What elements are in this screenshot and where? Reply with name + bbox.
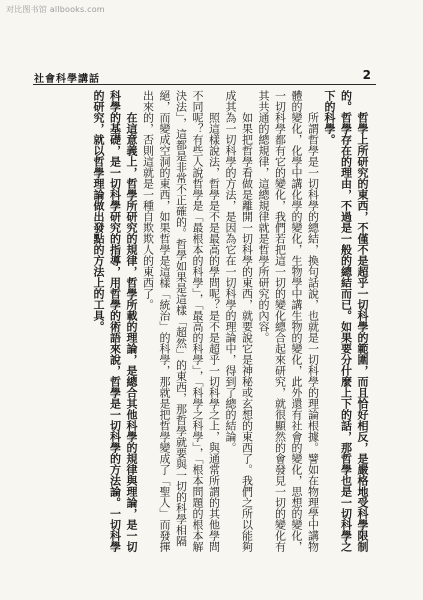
running-title: 社會科學講話: [34, 74, 100, 85]
body-text: [40, 90, 370, 560]
header-rule: [33, 84, 376, 85]
paragraph: 照這樣說法，哲學是不是最高的學問呢？是不是超乎一切科學之上，與通常所謂的其他學問不同呢？有些人說哲學是「最根本的科學」，「最高的科學」，「科學之科學」，「根本問題的根本解決法」，這都是非常不正確的。哲學如果是這樣「超然」的東西，那哲學就要與一切的科學相隔絕，而變成空洞的東西，如果哲學是這樣「統治」的科學，那就是把哲學變成了「聖人」而發揮出來的，否則這就是一種自欺欺人的東西了。: [141, 90, 221, 552]
paragraph: 所謂哲學是一切科學的總結，換句話說，也就是一切科學的理論根據。譬如在物理學中講物體的變化，化學中講化學的變化，生物學中講生物的變化，此外還有社會的變化，思想的變化，一切科學都有它的變化，我們若把這一切的變化總合起來研究，就很顯然的會發見一切的變化有其共通的總規律，這總規律就是哲學所研究的內容。: [257, 90, 320, 552]
paragraph: 在這意義上，哲學所研究的規律，哲學所載的理論，是總合其他科學的規律與理論，是一切科學的基礎，是一切科學研究的指導，用哲學的術語來說，哲學是一切科學的方法論。一切科學的研究，就以哲學理論做出發點的方法上的工具。: [92, 90, 138, 552]
page-number: 2: [362, 68, 371, 82]
paragraph: 哲學上所研究的東西，不僅不是超乎一切科學的範圍，而且恰好相反，是嚴格地受科學限制的。哲學存在的理由，不過是一般的總結而已。如果要分什麼上下的話，那哲學也是一切科學之下的科學。: [323, 90, 369, 552]
paragraph: 如果把哲學看做是離開一切科學的東西，就要說它是神秘或玄想的東西了。我們之所以能夠成其為一切科學的方法，是因為它在一切科學的理論中，得到了總的結論。: [224, 90, 254, 552]
watermark-text: 对比图书馆 allbooks.com: [6, 5, 105, 14]
